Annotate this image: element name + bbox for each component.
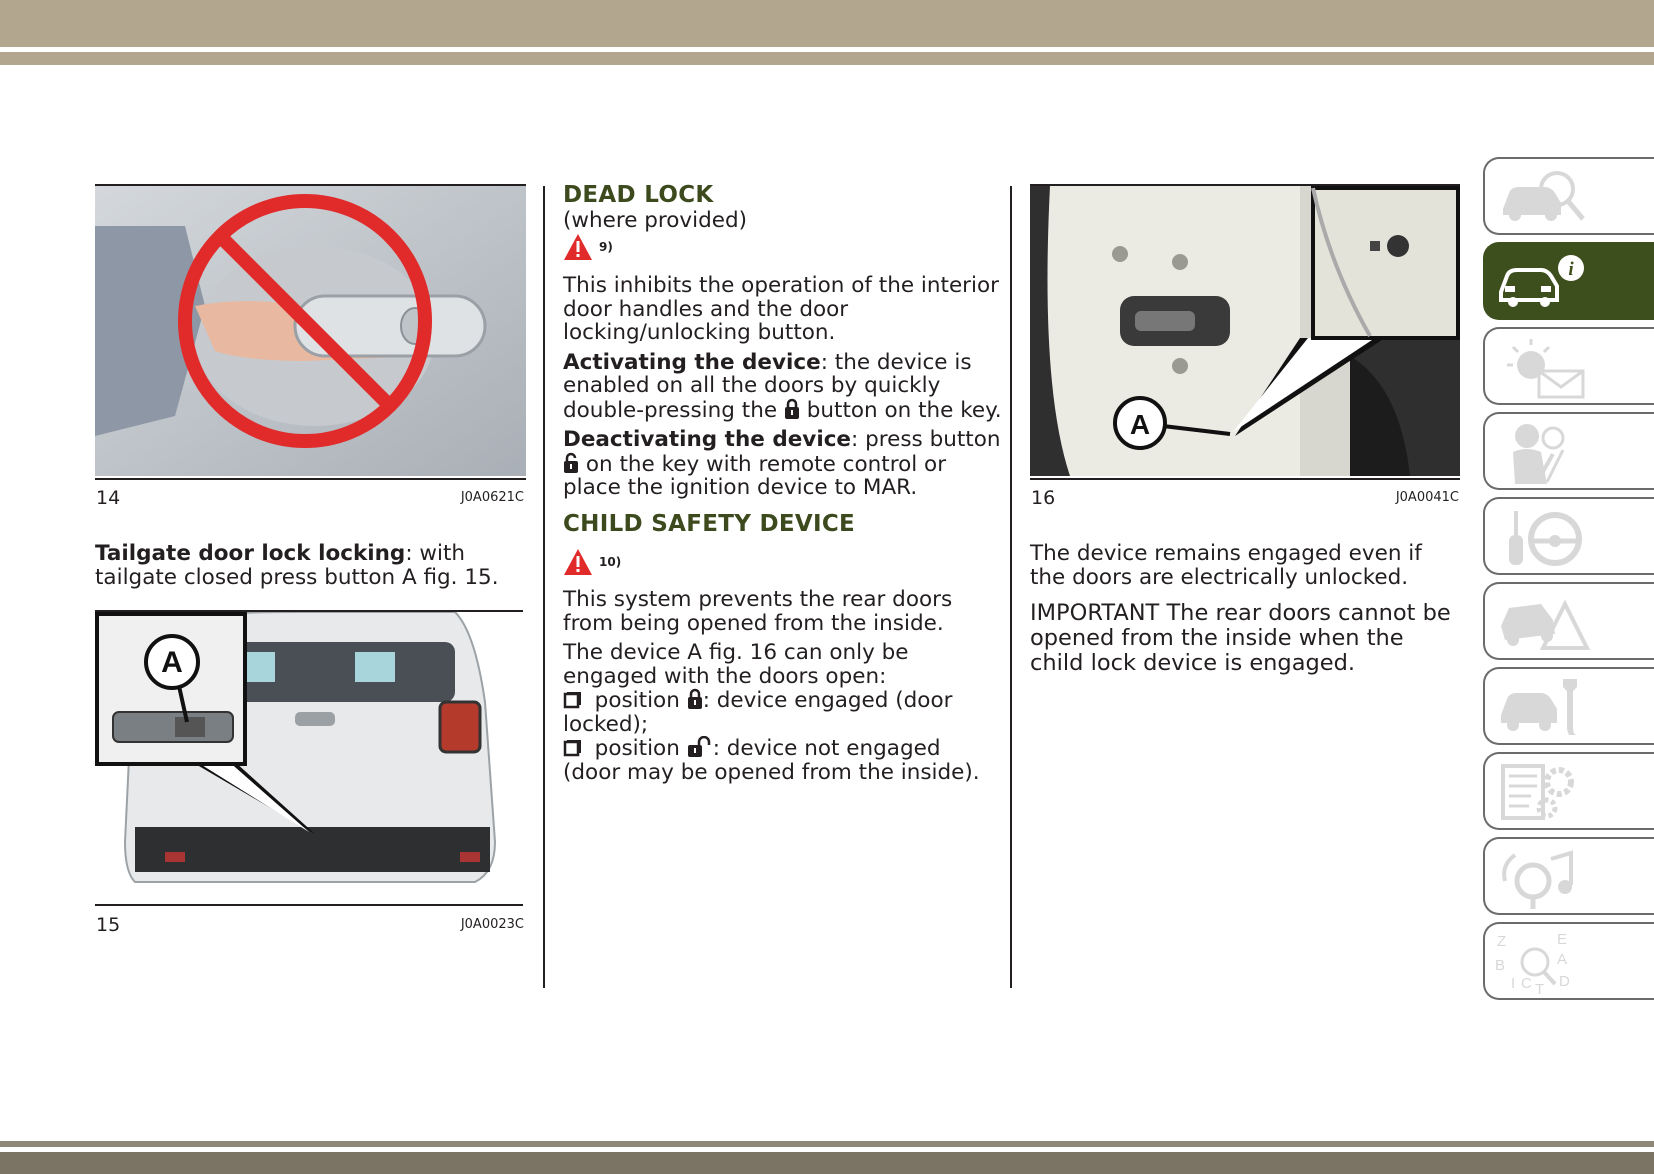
dead-lock-heading: DEAD LOCK	[563, 182, 714, 208]
svg-text:B: B	[1495, 957, 1506, 974]
dead-lock-intro: This inhibits the operation of the interior door handles and the door locking/unlocking button.	[563, 273, 999, 345]
warning-ref-number: 9)	[599, 240, 613, 254]
tab-knowing-your-vehicle[interactable]	[1483, 242, 1654, 320]
bullet2-text: : device not engaged (door may be opened from the inside).	[563, 736, 980, 785]
right-paragraph-1: The device remains engaged even if the doors are electrically unlocked.	[1030, 541, 1422, 590]
warning-reference	[563, 233, 613, 261]
svg-text:A: A	[1557, 951, 1568, 968]
checkbox-bullet-icon	[563, 740, 581, 758]
deactivating-text-end: on the key with remote control or place the ignition device to MAR.	[563, 451, 947, 500]
tab-technical-specifications[interactable]	[1483, 752, 1654, 830]
car-maintenance-icon	[1495, 675, 1595, 739]
dead-lock-subtitle: (where provided)	[563, 208, 748, 233]
tab-safety[interactable]	[1483, 412, 1654, 490]
bullet1-label: position	[594, 688, 680, 713]
column-divider-left	[543, 186, 545, 988]
dead-lock-body	[563, 274, 1003, 506]
figure-15-callout: A	[161, 646, 183, 679]
figure-code: J0A0621C	[460, 490, 524, 505]
lock-open-icon	[563, 452, 579, 474]
child-safety-body	[563, 588, 1003, 784]
figure-number: 16	[1031, 487, 1056, 509]
tailgate-text: : with tailgate closed press button A fig. 15.	[95, 541, 499, 590]
tab-starting-driving[interactable]	[1483, 497, 1654, 575]
tab-servicing-maintenance[interactable]	[1483, 667, 1654, 745]
airbag-seatbelt-icon	[1495, 420, 1595, 484]
car-search-icon	[1495, 165, 1595, 229]
technical-data-icon	[1495, 760, 1595, 824]
index-icon	[1495, 930, 1595, 994]
deactivating-paragraph	[563, 428, 1003, 500]
activating-text-end: button on the key.	[806, 397, 1002, 423]
svg-text:T: T	[1535, 981, 1545, 994]
child-safety-p2: The device A fig. 16 can only be engaged with the doors open:	[563, 640, 909, 689]
figure-14-image	[95, 184, 526, 480]
list-item	[563, 688, 1003, 736]
key-steering-wheel-icon	[1495, 505, 1595, 569]
lock-closed-icon	[784, 398, 800, 420]
deactivating-text: : press button	[851, 427, 1001, 452]
child-lock-engaged-icon	[687, 688, 703, 710]
svg-text:D: D	[1559, 973, 1570, 990]
svg-text:C: C	[1521, 975, 1532, 992]
activating-paragraph	[563, 351, 1003, 423]
warning-light-message-icon	[1495, 335, 1595, 399]
tailgate-bold: Tailgate door lock locking	[95, 541, 406, 566]
child-lock-disengaged-icon	[687, 736, 713, 758]
tab-in-an-emergency[interactable]	[1483, 582, 1654, 660]
child-safety-heading: CHILD SAFETY DEVICE	[563, 511, 856, 537]
figure-code: J0A0041C	[1395, 490, 1459, 505]
figure-15-image	[95, 610, 523, 906]
tab-index[interactable]	[1483, 922, 1654, 1000]
bottom-band	[0, 1152, 1654, 1174]
right-column-body	[1030, 542, 1460, 682]
svg-text:i: i	[1568, 259, 1574, 280]
svg-text:E: E	[1557, 931, 1568, 948]
figure-number: 15	[96, 914, 121, 936]
activating-text: : the device is enabled on all the doors by quickly double-pressing the	[563, 349, 972, 423]
figure-number: 14	[96, 487, 121, 509]
warning-triangle-icon	[563, 548, 593, 576]
important-note: IMPORTANT The rear doors cannot be opened from the inside when the child lock device is engaged.	[1030, 600, 1451, 676]
warning-triangle-icon	[563, 233, 593, 261]
list-item	[563, 736, 1003, 784]
bullet2-label: position	[594, 736, 680, 761]
tab-vehicle-overview[interactable]	[1483, 157, 1654, 235]
child-safety-p1: This system prevents the rear doors from being opened from the inside.	[563, 587, 953, 636]
car-info-icon	[1495, 250, 1595, 314]
top-band-stripe	[0, 52, 1654, 65]
svg-text:I: I	[1511, 975, 1516, 992]
bottom-band-stripe	[0, 1141, 1654, 1147]
car-emergency-icon	[1495, 590, 1595, 654]
deactivating-bold: Deactivating the device	[563, 427, 852, 452]
tab-multimedia[interactable]	[1483, 837, 1654, 915]
column-divider-right	[1010, 186, 1012, 988]
top-band	[0, 0, 1654, 47]
svg-text:Z: Z	[1497, 933, 1507, 950]
warning-reference	[563, 548, 621, 576]
activating-bold: Activating the device	[563, 349, 821, 375]
warning-ref-number: 10)	[599, 555, 622, 569]
checkbox-bullet-icon	[563, 692, 581, 710]
bullet1-text: : device engaged (door locked);	[563, 688, 953, 737]
figure-16-callout: A	[1129, 409, 1151, 440]
tab-warning-lights[interactable]	[1483, 327, 1654, 405]
tailgate-paragraph	[95, 542, 525, 595]
multimedia-icon	[1495, 845, 1595, 909]
figure-code: J0A0023C	[460, 917, 524, 932]
figure-16-image	[1030, 184, 1460, 480]
